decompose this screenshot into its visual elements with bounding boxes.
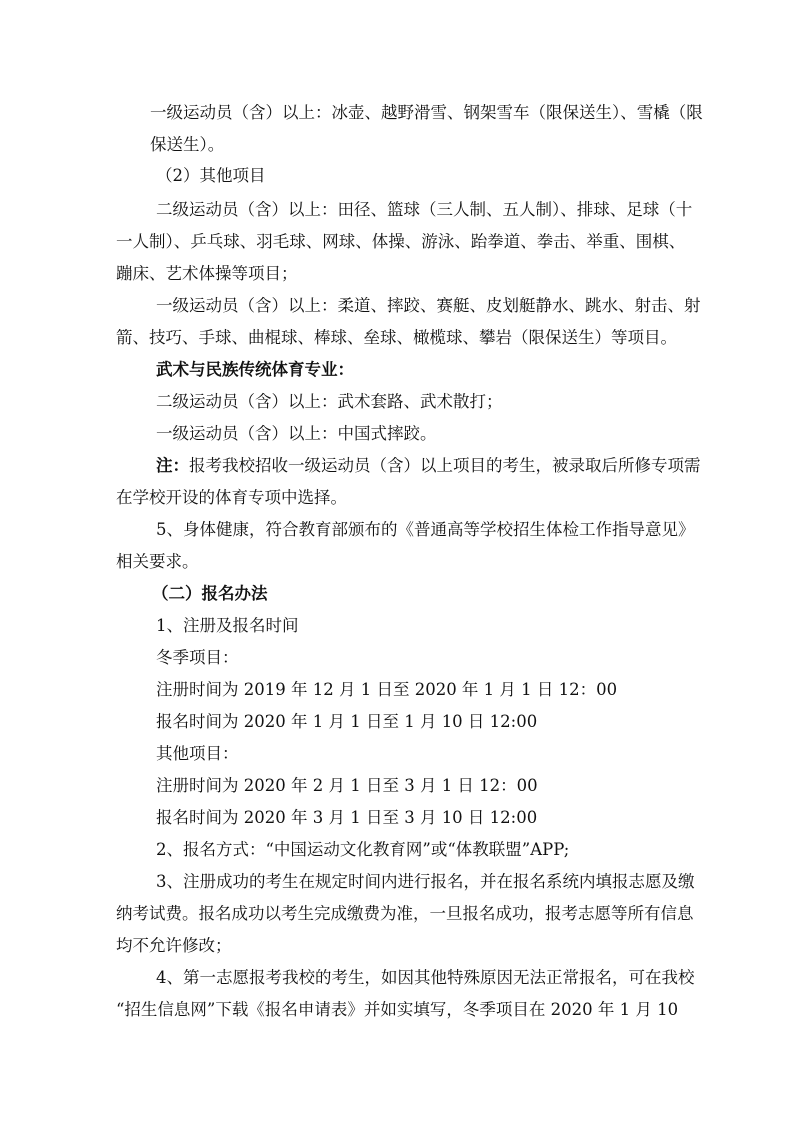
note-label: 注： [156,456,189,475]
text-line: 注册时间为 2019 年 12 月 1 日至 2020 年 1 月 1 日 12：00 [156,680,618,699]
text-line: 二级运动员（含）以上：田径、篮球（三人制、五人制）、排球、足球（十 [156,200,693,219]
text-line: 一级运动员（含）以上：冰壶、越野滑雪、钢架雪车（限保送生）、雪橇（限 [150,103,703,122]
text-line: 在学校开设的体育专项中选择。 [116,488,347,507]
text-line: 报名时间为 2020 年 1 月 1 日至 1 月 10 日 12:00 [156,712,538,731]
text-line: 均不允许修改； [116,936,232,955]
text-line: 注册时间为 2020 年 2 月 1 日至 3 月 1 日 12：00 [156,776,538,795]
text-line: 报名时间为 2020 年 3 月 1 日至 3 月 10 日 12:00 [156,808,538,827]
text-line: 2、报名方式：“中国运动文化教育网”或“体教联盟”APP; [156,840,570,859]
section-heading: 武术与民族传统体育专业： [156,360,354,379]
text-line: 冬季项目： [156,648,239,667]
text-line: 一级运动员（含）以上：柔道、摔跤、赛艇、皮划艇静水、跳水、射击、射 [156,296,701,315]
text-line: 蹦床、艺术体操等项目； [116,264,298,283]
text-line: 一级运动员（含）以上：中国式摔跤。 [156,424,437,443]
text-line: 相关要求。 [116,552,199,571]
text-line: 3、注册成功的考生在规定时间内进行报名，并在报名系统内填报志愿及缴 [156,872,695,891]
text-line: 纳考试费。报名成功以考生完成缴费为准，一旦报名成功，报考志愿等所有信息 [116,904,694,923]
section-heading: （2）其他项目 [156,166,266,185]
text-line: 二级运动员（含）以上：武术套路、武术散打； [156,392,503,411]
text-line: 5、身体健康，符合教育部颁布的《普通高等学校招生体检工作指导意见》 [156,520,695,539]
text-line: 一人制）、乒乓球、羽毛球、网球、体操、游泳、跆拳道、拳击、举重、围棋、 [116,232,686,251]
text-line: 箭、技巧、手球、曲棍球、棒球、垒球、橄榄球、攀岩（限保送生）等项目。 [116,328,677,347]
note-text: 报考我校招收一级运动员（含）以上项目的考生，被录取后所修专项需 [189,456,701,475]
text-line: “招生信息网”下载《报名申请表》并如实填写，冬季项目在 2020 年 1 月 10 [116,1000,679,1019]
section-heading: （二）报名办法 [152,584,268,603]
text-line: 其他项目： [156,744,239,763]
note-line [156,458,701,475]
text-line: 1、注册及报名时间 [156,616,299,635]
text-line: 保送生）。 [150,135,225,154]
text-line: 4、第一志愿报考我校的考生，如因其他特殊原因无法正常报名，可在我校 [156,968,695,987]
